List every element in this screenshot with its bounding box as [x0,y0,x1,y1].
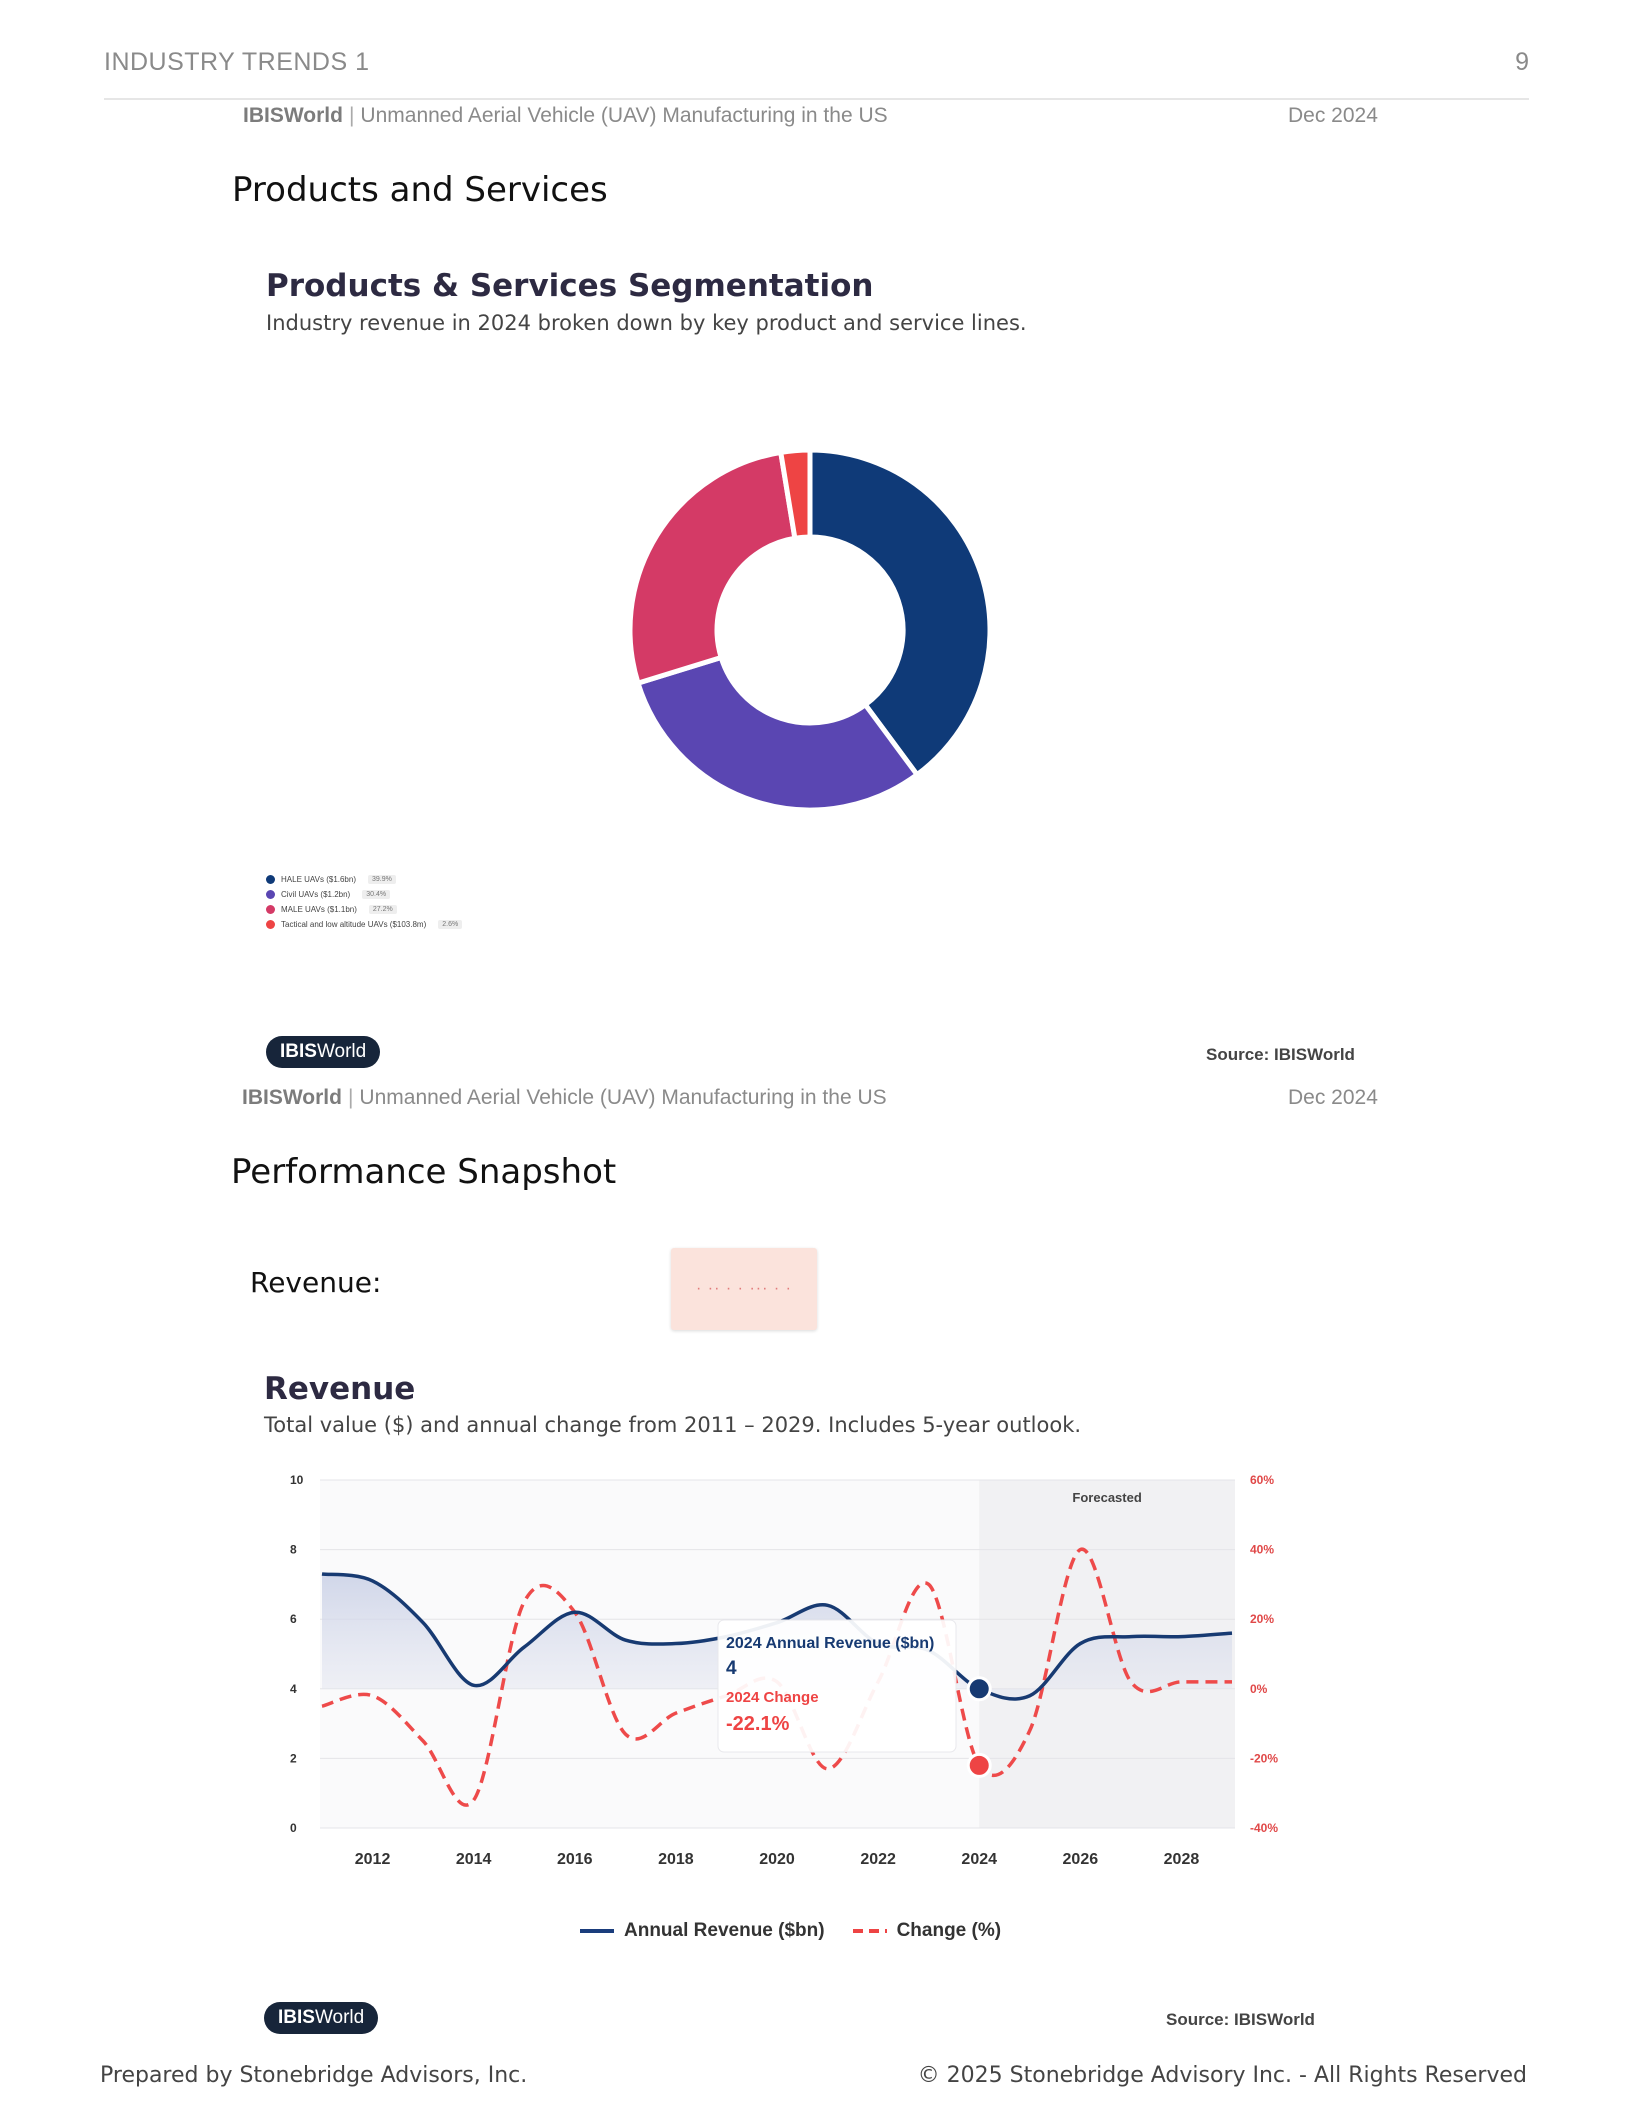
x-tick: 2026 [1062,1851,1099,1868]
revenue-legend [580,1920,1001,1942]
y-tick-right: -20% [1250,1751,1279,1766]
change-point-2024 [968,1754,990,1776]
y-tick-right: 0% [1250,1681,1268,1696]
tooltip-revenue-label: 2024 Annual Revenue ($bn) [726,1635,935,1652]
donut-legend [266,872,462,932]
legend-percent: 27.2% [369,905,397,914]
legend-percent: 2.6% [438,920,462,929]
revenue-value-box: · ·· · · ··· · · [671,1248,817,1330]
chart-title: Revenue [264,1371,416,1407]
tooltip-change-value: -22.1% [726,1713,790,1735]
forecast-label: Forecasted [1072,1490,1142,1505]
x-tick: 2018 [658,1851,694,1868]
y-tick-left: 8 [290,1542,297,1557]
legend-item [266,887,462,902]
report-date: Dec 2024 [1288,104,1378,127]
revenue-label: Revenue: [250,1266,382,1299]
ibisworld-badge: IBISWorld [266,1036,380,1068]
y-tick-right: -40% [1250,1821,1279,1835]
revenue-point-2024 [968,1678,990,1700]
chart-subtitle: Total value ($) and annual change from 2011 – 2029. Includes 5-year outlook. [264,1413,1082,1437]
chart-title: Products & Services Segmentation [266,268,874,304]
report-title: Unmanned Aerial Vehicle (UAV) Manufacturing in the US [360,104,888,127]
y-tick-left: 10 [290,1473,304,1487]
y-tick-left: 2 [290,1751,297,1766]
y-tick-right: 20% [1250,1612,1275,1627]
y-tick-right: 40% [1250,1542,1275,1557]
tooltip-change-label: 2024 Change [726,1689,819,1706]
report-date: Dec 2024 [1288,1086,1378,1109]
tooltip-revenue-value: 4 [726,1658,737,1679]
legend-label: Tactical and low altitude UAVs ($103.8m) [281,920,427,929]
donut-chart [600,430,1020,830]
x-tick: 2020 [759,1851,795,1868]
brand-name: IBISWorld [243,104,343,127]
legend-item [266,902,462,917]
x-tick: 2024 [961,1851,998,1868]
legend-item [266,872,462,887]
legend-change: Change (%) [853,1920,1002,1942]
revenue-chart [260,1460,1320,1880]
x-tick: 2016 [556,1851,593,1868]
legend-dot [266,920,275,929]
separator: | [348,104,355,127]
x-tick: 2022 [860,1851,896,1868]
y-tick-left: 6 [290,1612,297,1627]
legend-label: MALE UAVs ($1.1bn) [281,905,357,914]
chart-source: Source: IBISWorld [1166,2010,1315,2029]
y-tick-left: 4 [290,1681,297,1696]
y-tick-right: 60% [1250,1473,1275,1487]
chart-subtitle: Industry revenue in 2024 broken down by key product and service lines. [266,311,1027,335]
separator: | [347,1086,354,1109]
legend-label: HALE UAVs ($1.6bn) [281,875,356,884]
donut-slice [638,657,917,810]
footer-left: Prepared by Stonebridge Advisors, Inc. [100,2063,528,2088]
page-number: 9 [1515,48,1529,76]
legend-item [266,917,462,932]
section-title: Performance Snapshot [231,1152,617,1192]
header-rule [104,98,1529,100]
x-tick: 2028 [1163,1851,1200,1868]
report-subheader [242,1086,887,1110]
chart-source: Source: IBISWorld [1206,1045,1355,1064]
x-tick: 2012 [354,1851,391,1868]
chart-tooltip [718,1620,956,1752]
legend-percent: 39.9% [368,875,396,884]
report-subheader [243,104,888,128]
running-header: INDUSTRY TRENDS 1 [104,48,370,76]
y-tick-left: 0 [290,1821,297,1835]
x-tick: 2014 [455,1851,492,1868]
section-title: Products and Services [232,170,608,210]
legend-label: Civil UAVs ($1.2bn) [281,890,351,899]
footer-right: © 2025 Stonebridge Advisory Inc. - All Rights Reserved [917,2063,1527,2088]
legend-dot [266,905,275,914]
donut-slice [630,452,795,683]
report-title: Unmanned Aerial Vehicle (UAV) Manufacturing in the US [359,1086,887,1109]
legend-dot [266,875,275,884]
legend-dot [266,890,275,899]
ibisworld-badge: IBISWorld [264,2002,378,2034]
legend-revenue: Annual Revenue ($bn) [580,1920,825,1942]
brand-name: IBISWorld [242,1086,342,1109]
legend-percent: 30.4% [362,890,390,899]
